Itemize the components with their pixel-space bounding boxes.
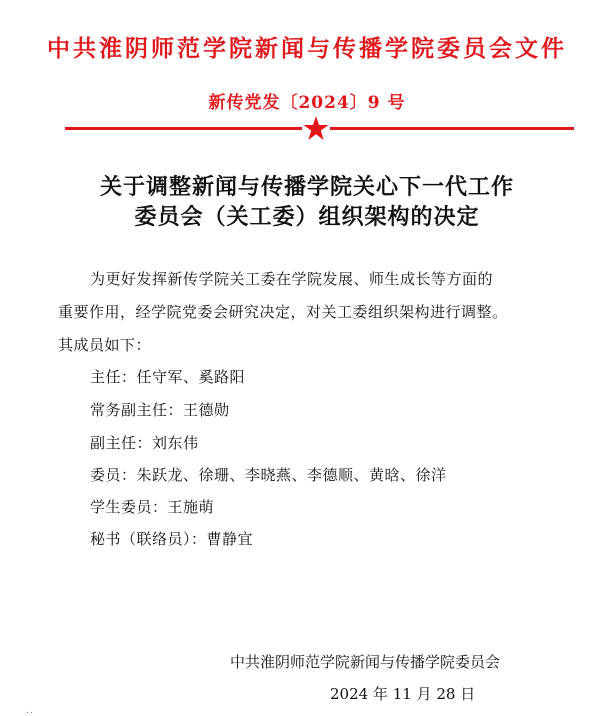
red-rule-left: [65, 127, 302, 130]
document-number: 新传党发〔2024〕9 号: [208, 93, 406, 113]
issue-date: 2024 年 11 月 28 日: [330, 685, 476, 703]
body-paragraph-line-1: 为更好发挥新传学院关工委在学院发展、师生成长等方面的: [90, 270, 494, 288]
corner-mark: ..: [26, 706, 34, 716]
document-title-line-2: 委员会（关工委）组织架构的决定: [134, 204, 480, 230]
member-student-member: 学生委员：王施萌: [90, 498, 215, 516]
red-star-icon: [303, 115, 329, 141]
body-paragraph-line-3: 其成员如下：: [58, 336, 152, 354]
member-executive-deputy-director: 常务副主任：王德勋: [90, 401, 230, 419]
document-title-line-1: 关于调整新闻与传播学院关心下一代工作: [99, 174, 514, 200]
member-director: 主任：任守军、奚路阳: [90, 368, 246, 386]
member-committee-members: 委员：朱跃龙、徐珊、李晓燕、李德顺、黄晗、徐洋: [90, 466, 447, 484]
member-deputy-director: 副主任：刘东伟: [90, 434, 199, 452]
body-paragraph-line-2: 重要作用，经学院党委会研究决定，对关工委组织架构进行调整。: [58, 303, 508, 321]
issuer-header-title: 中共淮阴师范学院新闻与传播学院委员会文件: [47, 35, 567, 62]
member-secretary: 秘书（联络员）：曹静宜: [90, 530, 254, 548]
issuer-signature: 中共淮阴师范学院新闻与传播学院委员会: [230, 653, 501, 671]
red-rule-right: [330, 127, 574, 130]
